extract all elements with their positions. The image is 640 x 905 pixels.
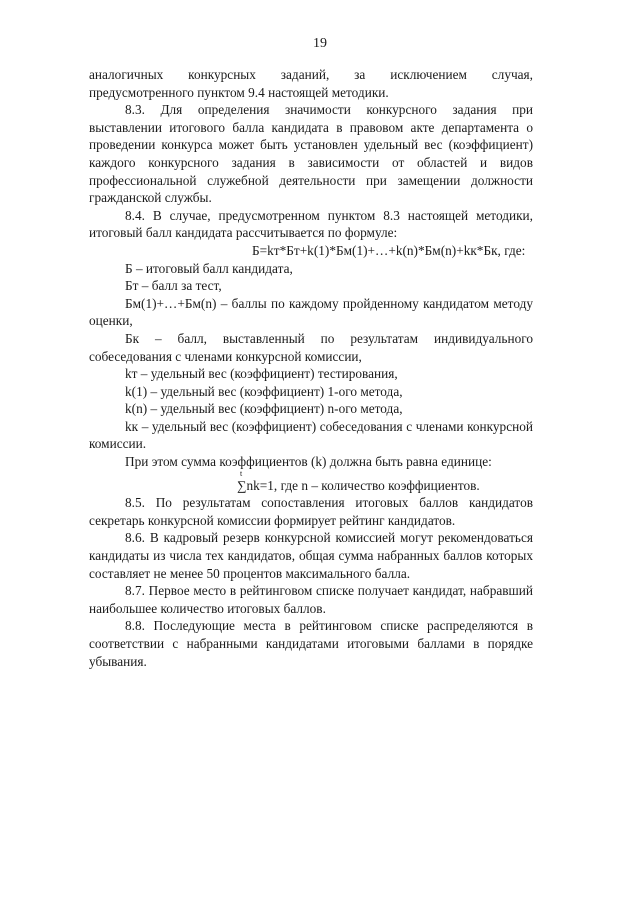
score-formula: Б=kт*Бт+k(1)*Бм(1)+…+k(n)*Бм(n)+kк*Бк, где: [252, 242, 526, 258]
paragraph-8-8: 8.8. Последующие места в рейтинговом списке распределяются в соответствии с набранными кандидатами итоговыми баллами в порядке убывания. [89, 618, 533, 669]
definition-test: Бт – балл за тест, [125, 278, 222, 294]
paragraph-8-7: 8.7. Первое место в рейтинговом списке получает кандидат, набравший наибольшее количество итоговых баллов. [89, 583, 533, 616]
sum-formula [89, 468, 533, 495]
paragraph-continuation: аналогичных конкурсных заданий, за исключением случая, предусмотренного пунктом 9.4 настоящей методики. [89, 67, 533, 100]
paragraph-8-5: 8.5. По результатам сопоставления итоговых баллов кандидатов секретарь конкурсной комиссии формирует рейтинг кандидатов. [89, 495, 533, 528]
definition-total: Б – итоговый балл кандидата, [125, 260, 293, 276]
document-body [89, 66, 533, 670]
definitions-list [89, 260, 533, 495]
definition-k-method-1: k(1) – удельный вес (коэффициент) 1-ого метода, [125, 383, 403, 399]
definition-k-test: kт – удельный вес (коэффициент) тестирования, [125, 366, 398, 382]
paragraph-8-6: 8.6. В кадровый резерв конкурсной комиссией могут рекомендоваться кандидаты из числа тех кандидатов, общая сумма набранных баллов которых составляет не менее 50 процентов максимального балла. [89, 530, 533, 581]
sum-note: При этом сумма коэффициентов (k) должна быть равна единице: [125, 454, 492, 470]
page-number: 19 [313, 36, 327, 51]
paragraph-8-3: 8.3. Для определения значимости конкурсного задания при выставлении итогового балла кандидата в правовом акте департамента о проведении конкурса может быть установлен удельный вес (коэффициент) каждого конкурсного задания в зависимости от областей и видов профессиональной служебной деятельности при замещении должности гражданской службы. [89, 102, 533, 206]
definition-k-interview: kк – удельный вес (коэффициент) собеседования с членами конкурсной комиссии. [89, 418, 533, 452]
paragraph-8-4: 8.4. В случае, предусмотренном пунктом 8.3 настоящей методики, итоговый балл кандидата рассчитывается по формуле: [89, 207, 533, 241]
definition-k-method-n: k(n) – удельный вес (коэффициент) n-ого метода, [125, 401, 403, 417]
definition-interview: Бк – балл, выставленный по результатам индивидуального собеседования с членами конкурсной комиссии, [89, 330, 533, 364]
sum-formula-text: ∑nk=1, где n – количество коэффициентов. [237, 477, 480, 493]
definition-methods: Бм(1)+…+Бм(n) – баллы по каждому пройденному кандидатом методу оценки, [89, 295, 533, 329]
sum-upper-limit: t [240, 468, 243, 478]
